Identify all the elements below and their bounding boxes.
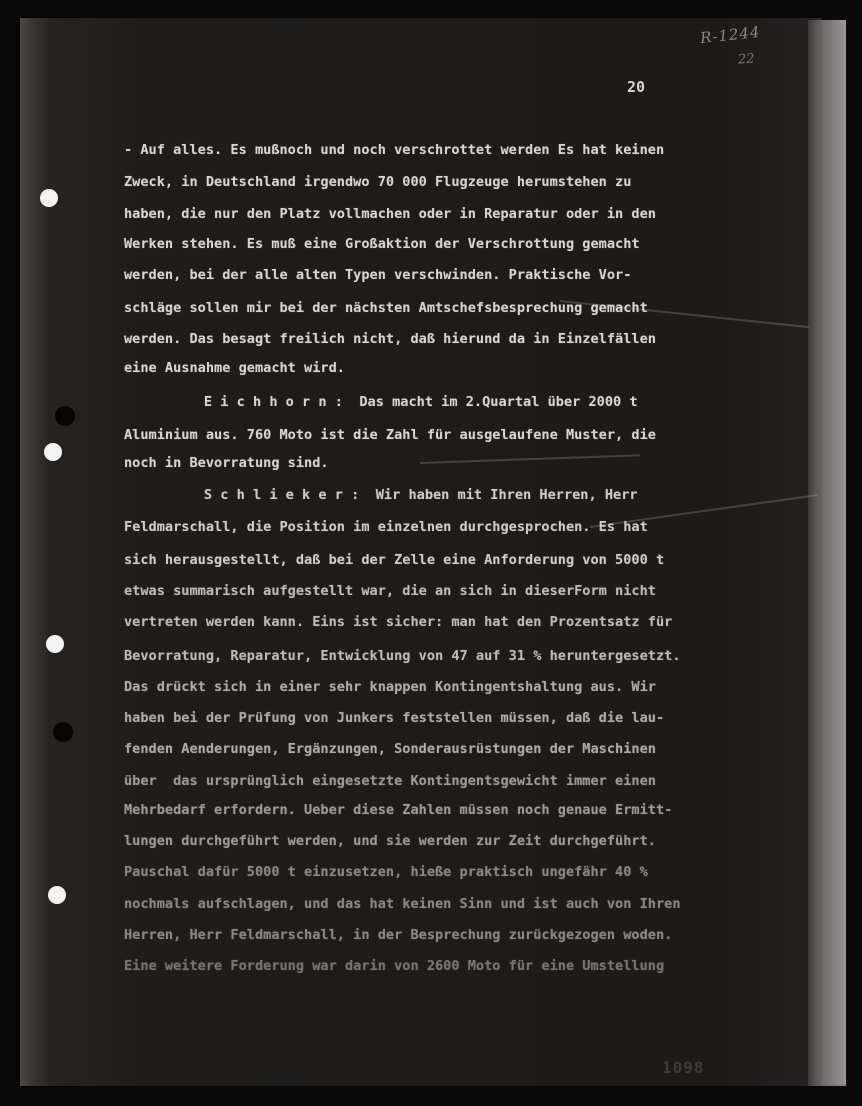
- text-line: vertreten werden kann. Eins ist sicher: man hat den Prozentsatz für: [124, 614, 673, 630]
- text-line: Zweck, in Deutschland irgendwo 70 000 Flugzeuge herumstehen zu: [124, 174, 632, 190]
- text-line: sich herausgestellt, daß bei der Zelle eine Anforderung von 5000 t: [124, 552, 665, 568]
- punch-hole: [46, 635, 64, 653]
- text-line: Mehrbedarf erfordern. Ueber diese Zahlen müssen noch genaue Ermitt-: [124, 802, 673, 818]
- punch-hole: [53, 722, 73, 742]
- text-line: werden, bei der alle alten Typen verschwinden. Praktische Vor-: [124, 267, 632, 283]
- sheet-edge-highlight: [822, 20, 846, 1084]
- text-line: Aluminium aus. 760 Moto ist die Zahl für ausgelaufene Muster, die: [124, 427, 656, 443]
- punch-hole: [55, 406, 75, 426]
- text-line: Herren, Herr Feldmarschall, in der Besprechung zurückgezogen woden.: [124, 927, 673, 943]
- text-line: Bevorratung, Reparatur, Entwicklung von 47 auf 31 % heruntergesetzt.: [124, 648, 681, 664]
- text-line: nochmals aufschlagen, und das hat keinen Sinn und ist auch von Ihren: [124, 896, 681, 912]
- archive-handwritten-mark: 22: [737, 51, 756, 68]
- text-line: - Auf alles. Es mußnoch und noch verschrottet werden Es hat keinen: [124, 142, 665, 158]
- text-line: werden. Das besagt freilich nicht, daß hierund da in Einzelfällen: [124, 331, 656, 347]
- text-line: Eine weitere Forderung war darin von 2600 Moto für eine Umstellung: [124, 958, 665, 974]
- text-line: haben bei der Prüfung von Junkers feststellen müssen, daß die lau-: [124, 710, 665, 726]
- text-line: Feldmarschall, die Position im einzelnen durchgesprochen. Es hat: [124, 519, 648, 535]
- text-line: Das drückt sich in einer sehr knappen Kontingentshaltung aus. Wir: [124, 679, 656, 695]
- text-line: eine Ausnahme gemacht wird.: [124, 360, 345, 376]
- text-line: Werken stehen. Es muß eine Großaktion der Verschrottung gemacht: [124, 236, 640, 252]
- speaker-line-schlieker: S c h l i e k e r : Wir haben mit Ihren Herren, Herr: [122, 487, 638, 503]
- text-line: über das ursprünglich eingesetzte Kontingentsgewicht immer einen: [124, 773, 656, 789]
- punch-hole: [40, 189, 58, 207]
- text-line: haben, die nur den Platz vollmachen oder in Reparatur oder in den: [124, 206, 656, 222]
- stamp-number: 1098: [662, 1058, 705, 1077]
- text-line: noch in Bevorratung sind.: [124, 455, 329, 471]
- text-line: fenden Aenderungen, Ergänzungen, Sonderausrüstungen der Maschinen: [124, 741, 656, 757]
- punch-hole: [48, 886, 66, 904]
- page-number: 20: [627, 78, 646, 96]
- text-line: etwas summarisch aufgestellt war, die an sich in dieserForm nicht: [124, 583, 656, 599]
- punch-hole: [44, 443, 62, 461]
- text-line: schläge sollen mir bei der nächsten Amtschefsbesprechung gemacht: [124, 300, 648, 316]
- archive-handwritten-mark: R-1244: [699, 22, 762, 48]
- text-line: Pauschal dafür 5000 t einzusetzen, hieße praktisch ungefähr 40 %: [124, 864, 648, 880]
- text-line: lungen durchgeführt werden, und sie werden zur Zeit durchgeführt.: [124, 833, 656, 849]
- speaker-line-eichhorn: E i c h h o r n : Das macht im 2.Quartal über 2000 t: [122, 394, 638, 410]
